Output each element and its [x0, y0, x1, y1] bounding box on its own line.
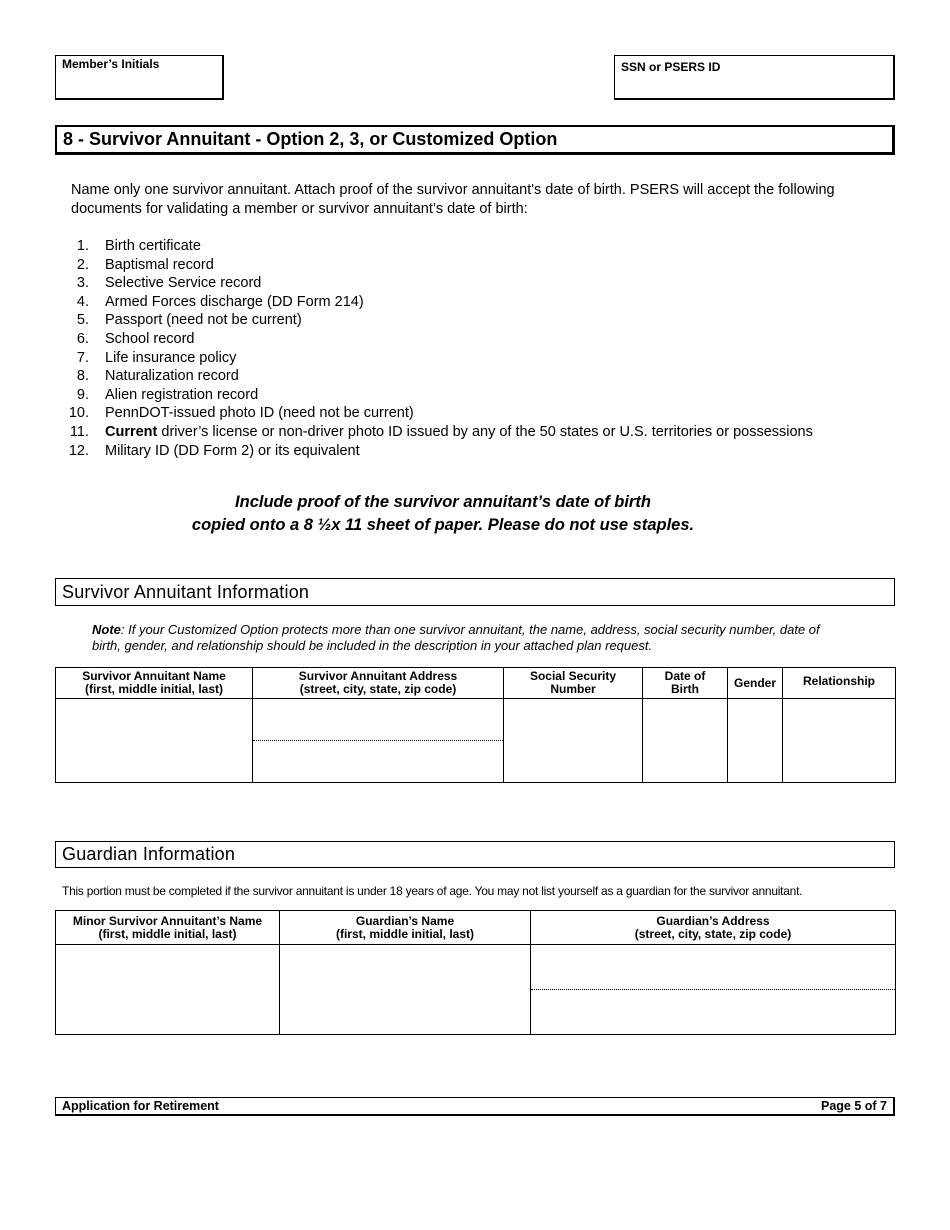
list-item: 10. PennDOT-issued photo ID (need not be current) — [68, 405, 414, 422]
guardian-name-input[interactable] — [280, 945, 531, 1035]
ssn-psers-id-label: SSN or PSERS ID — [621, 60, 721, 74]
col-header-gender: Gender — [728, 668, 783, 699]
note-label: Note — [92, 622, 121, 637]
list-item: 12. Military ID (DD Form 2) or its equivalent — [68, 442, 360, 459]
page-footer — [55, 1097, 895, 1116]
survivor-name-input[interactable] — [56, 699, 253, 783]
guardian-info-instructions: This portion must be completed if the survivor annuitant is under 18 years of age. You may not list yourself as a guardian for the survivor annuitant. — [62, 884, 803, 898]
col-header-dob: Date of Birth — [643, 668, 728, 699]
survivor-ssn-input[interactable] — [504, 699, 643, 783]
survivor-info-title-text: Survivor Annuitant Information — [62, 581, 310, 602]
list-item: 5. Passport (need not be current) — [76, 312, 302, 329]
guardian-address-input[interactable] — [531, 945, 896, 1035]
col-header-relationship: Relationship — [783, 668, 896, 699]
col-header-survivor-address: Survivor Annuitant Address (street, city, state, zip code) — [253, 668, 504, 699]
list-item: 8. Naturalization record — [76, 368, 239, 385]
proof-instruction — [55, 491, 831, 537]
col-header-survivor-name: Survivor Annuitant Name (first, middle initial, last) — [56, 668, 253, 699]
accepted-documents-list — [56, 237, 813, 460]
list-item: 1. Birth certificate — [76, 238, 201, 254]
minor-name-input[interactable] — [56, 945, 280, 1035]
list-item: 4. Armed Forces discharge (DD Form 214) — [76, 293, 364, 310]
list-item: 6. School record — [76, 330, 195, 347]
guardian-table — [55, 910, 896, 1035]
proof-instruction-line-1: Include proof of the survivor annuitant’s date of birth — [235, 493, 651, 511]
col-header-guardian-name: Guardian’s Name (first, middle initial, last) — [280, 911, 531, 945]
list-item: 9. Alien registration record — [76, 386, 259, 403]
list-item: 3. Selective Service record — [76, 275, 262, 292]
list-item: 7. Life insurance policy — [76, 349, 237, 366]
list-item: 2. Baptismal record — [76, 256, 214, 273]
guardian-info-title — [55, 841, 895, 868]
survivor-info-note — [92, 622, 852, 654]
list-item: 11. Current driver’s license or non-driver photo ID issued by any of the 50 states or U.S. territories or possessions — [69, 423, 813, 440]
footer-form-name: Application for Retirement — [62, 1099, 219, 1113]
members-initials-label: Member’s Initials — [62, 57, 160, 71]
note-text: : If your Customized Option protects more than one survivor annuitant, the name, address, social security number, date of birth, gender, and relationship should be included in the description in your attached plan request. — [92, 622, 820, 653]
footer-page-number: Page 5 of 7 — [821, 1099, 887, 1113]
survivor-dob-input[interactable] — [643, 699, 728, 783]
survivor-info-title — [55, 578, 895, 606]
section-8-title — [55, 125, 895, 155]
survivor-relationship-input[interactable] — [783, 699, 896, 783]
guardian-info-title-text: Guardian Information — [62, 844, 236, 864]
col-header-ssn: Social Security Number — [504, 668, 643, 699]
section-8-title-text: 8 - Survivor Annuitant - Option 2, 3, or Customized Option — [63, 129, 558, 149]
survivor-gender-input[interactable] — [728, 699, 783, 783]
col-header-minor-name: Minor Survivor Annuitant’s Name (first, middle initial, last) — [56, 911, 280, 945]
survivor-address-input[interactable] — [253, 699, 504, 783]
col-header-guardian-address: Guardian’s Address (street, city, state, zip code) — [531, 911, 896, 945]
section-8-intro: Name only one survivor annuitant. Attach proof of the survivor annuitant's date of birth. PSERS will accept the following documents for validating a member or survivor annuitant’s date of birth: — [71, 182, 835, 217]
ssn-psers-id-field[interactable] — [614, 55, 895, 100]
survivor-annuitant-table — [55, 667, 896, 783]
proof-instruction-line-2: copied onto a 8 ½x 11 sheet of paper. Please do not use staples. — [191, 516, 695, 534]
members-initials-field[interactable] — [55, 55, 224, 100]
